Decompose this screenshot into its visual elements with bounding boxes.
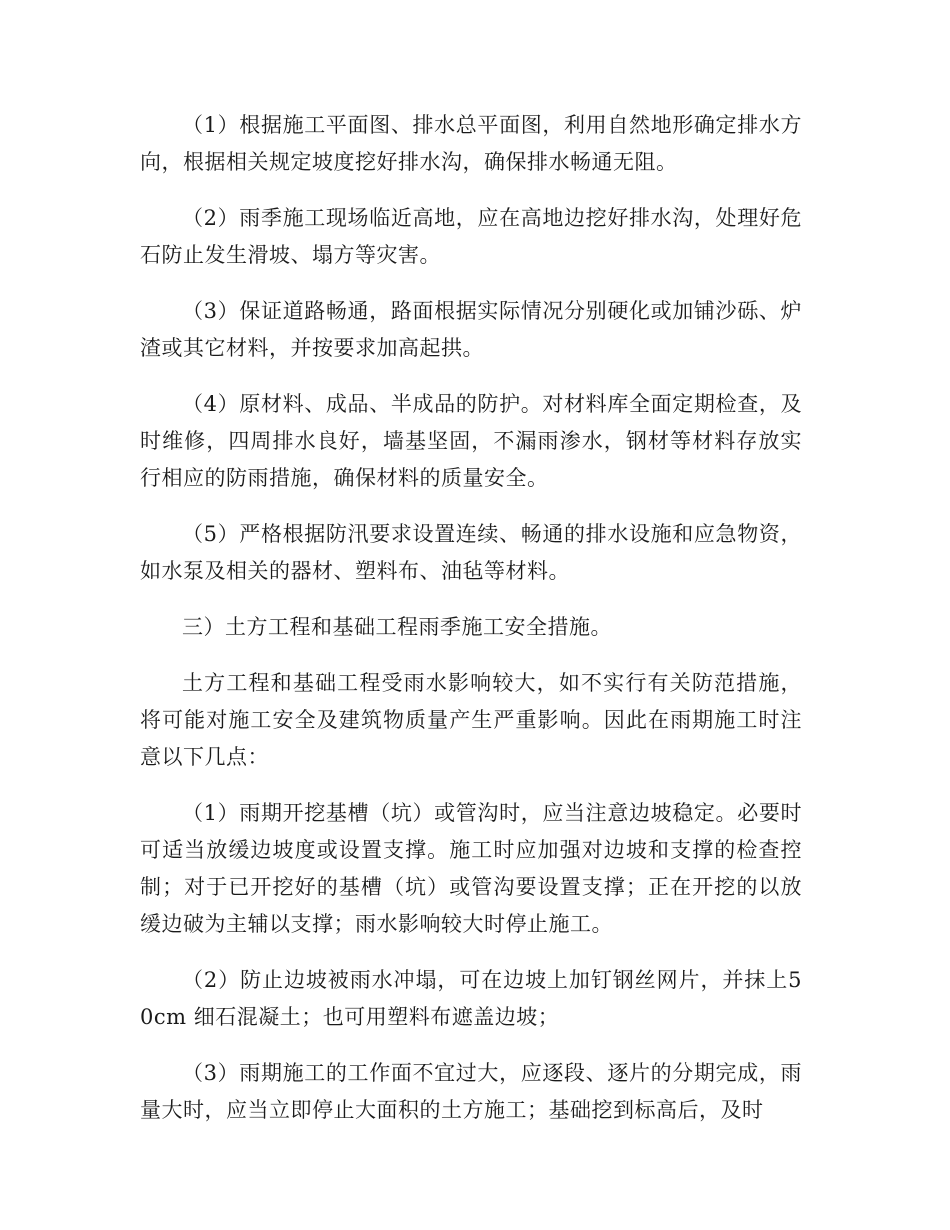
- paragraph-earthwork-intro: 土方工程和基础工程受雨水影响较大，如不实行有关防范措施，将可能对施工安全及建筑物质量产生严重影响。因此在雨期施工时注意以下几点：: [140, 671, 802, 769]
- section-heading-earthwork: 三）土方工程和基础工程雨季施工安全措施。: [182, 615, 612, 639]
- paragraph-highland-drainage: （2）雨季施工现场临近高地，应在高地边挖好排水沟，处理好危石防止发生滑坡、塌方等灾害。: [140, 206, 802, 267]
- paragraph-slope-protection: （2）防止边坡被雨水冲塌，可在边坡上加钉钢丝网片，并抹上50cm 细石混凝土；也可用塑料布遮盖边坡；: [140, 968, 802, 1029]
- document-body: [140, 107, 802, 1148]
- paragraph-work-area: （3）雨期施工的工作面不宜过大，应逐段、逐片的分期完成，雨量大时，应当立即停止大面积的土方施工；基础挖到标高后，及时: [140, 1061, 802, 1122]
- paragraph-flood-control: （5）严格根据防汛要求设置连续、畅通的排水设施和应急物资，如水泵及相关的器材、塑料布、油毡等材料。: [140, 522, 802, 583]
- paragraph-road-clearance: （3）保证道路畅通，路面根据实际情况分别硬化或加铺沙砾、炉渣或其它材料，并按要求加高起拱。: [140, 299, 802, 360]
- paragraph-slope-stability: （1）雨期开挖基槽（坑）或管沟时，应当注意边坡稳定。必要时可适当放缓边坡度或设置支撑。施工时应加强对边坡和支撑的检查控制；对于已开挖好的基槽（坑）或管沟要设置支撑；正在开挖的以放缓边破为主辅以支撑；雨水影响较大时停止施工。: [140, 801, 802, 936]
- paragraph-drainage-direction: （1）根据施工平面图、排水总平面图，利用自然地形确定排水方向，根据相关规定坡度挖好排水沟，确保排水畅通无阻。: [140, 113, 802, 174]
- paragraph-material-protection: （4）原材料、成品、半成品的防护。对材料库全面定期检查，及时维修，四周排水良好，墙基坚固，不漏雨渗水，钢材等材料存放实行相应的防雨措施，确保材料的质量安全。: [140, 392, 802, 490]
